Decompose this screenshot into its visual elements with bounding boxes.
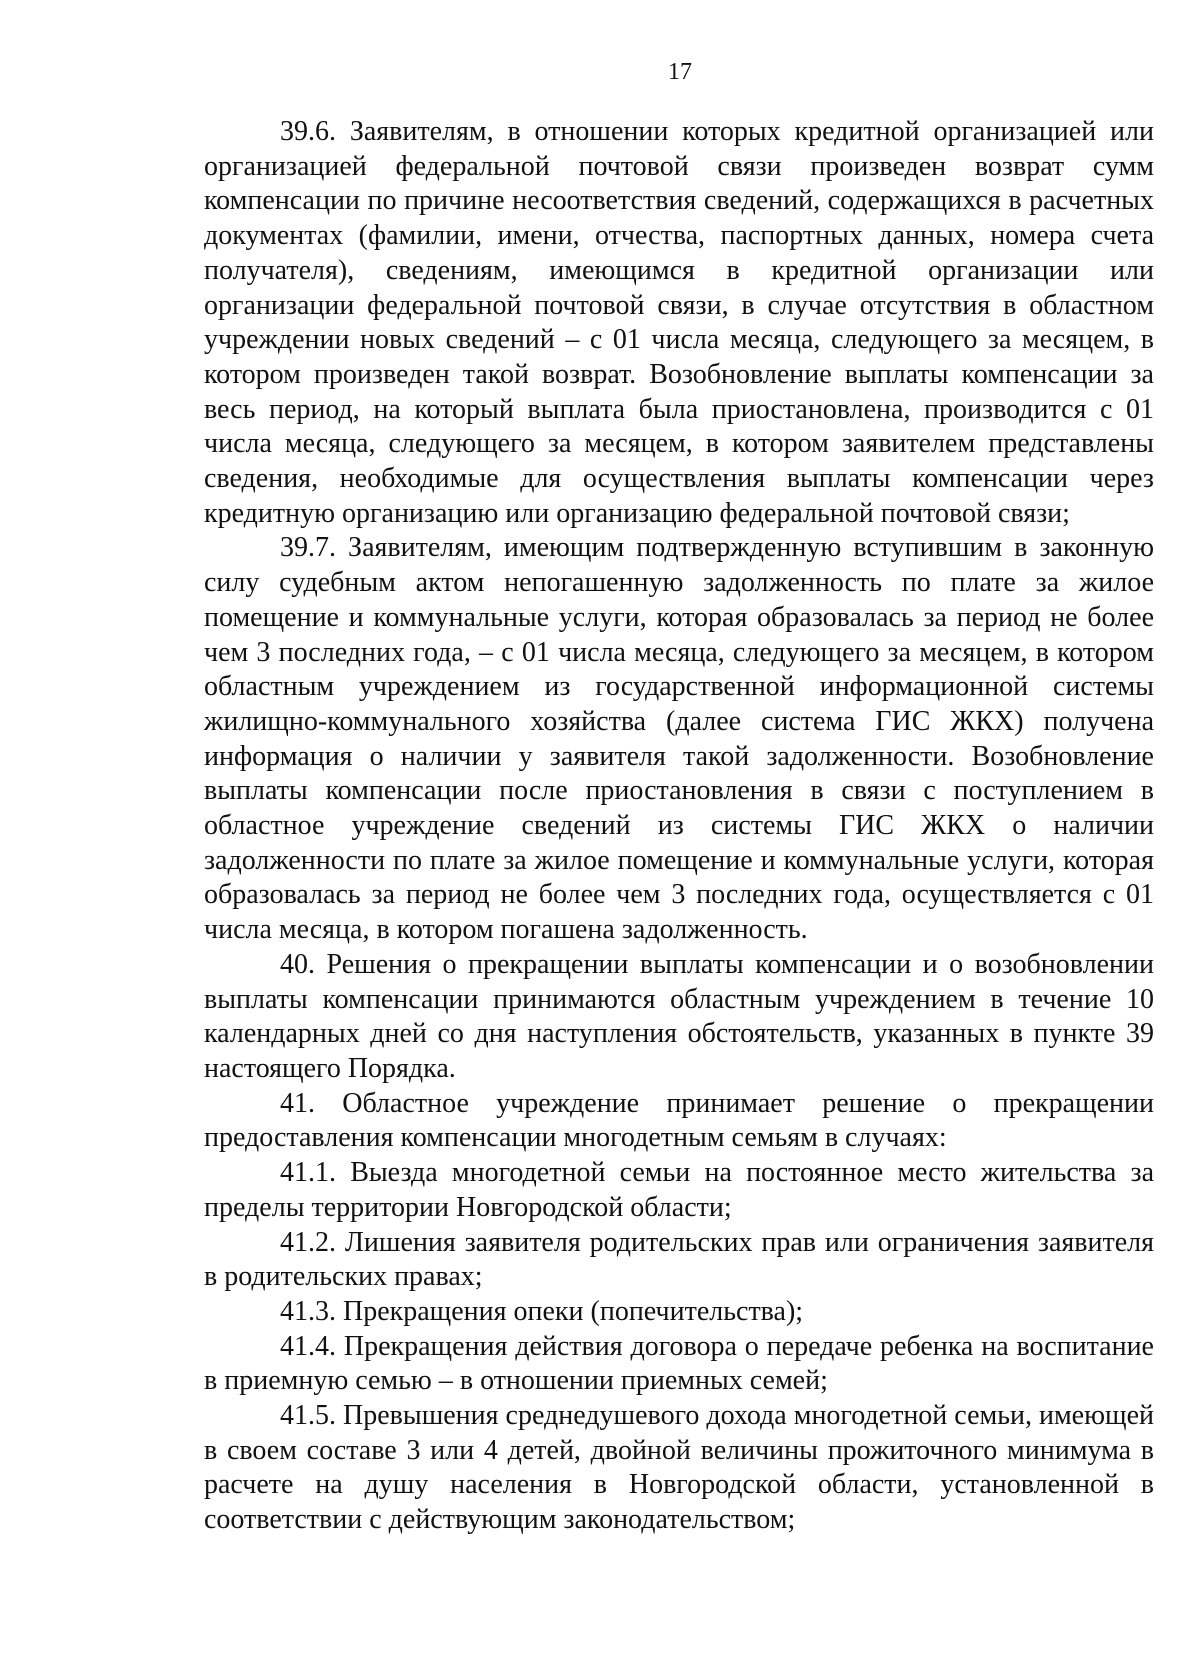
paragraph-39-6: 39.6. Заявителям, в отношении которых кредитной организацией или организацией федеральной почтовой связи произведен возврат сумм компенсации по причине несоответствия сведений, содержащихся в расчетных документах (фамилии, имени, отчества, паспортных данных, номера счета получателя), сведениям, имеющимся в кредитной организации или организации федеральной почтовой связи, в случае отсутствия в областном учреждении новых сведений – с 01 числа месяца, следующего за месяцем, в котором произведен такой возврат. Возобновление выплаты компенсации за весь период, на который выплата была приостановлена, производится с 01 числа месяца, следующего за месяцем, в котором заявителем представлены сведения, необходимые для осуществления выплаты компенсации через кредитную организацию или организацию федеральной почтовой связи; [204, 116, 1154, 529]
paragraph-41-5: 41.5. Превышения среднедушевого дохода многодетной семьи, имеющей в своем составе 3 или 4 детей, двойной величины прожиточного минимума в расчете на душу населения в Новгородской области, установленной в соответствии с действующим законодательством; [204, 1400, 1154, 1536]
paragraph-41-3: 41.3. Прекращения опеки (попечительства); [280, 1295, 804, 1327]
paragraph-41: 41. Областное учреждение принимает решение о прекращении предоставления компенсации многодетным семьям в случаях: [204, 1087, 1154, 1154]
paragraph-41-4: 41.4. Прекращения действия договора о передаче ребенка на воспитание в приемную семью – в отношении приемных семей; [204, 1330, 1154, 1397]
paragraph-40: 40. Решения о прекращении выплаты компенсации и о возобновлении выплаты компенсации принимаются областным учреждением в течение 10 календарных дней со дня наступления обстоятельств, указанных в пункте 39 настоящего Порядка. [204, 948, 1154, 1084]
document-body [204, 115, 1154, 1538]
paragraph-39-7: 39.7. Заявителям, имеющим подтвержденную вступившим в законную силу судебным актом непогашенную задолженность по плате за жилое помещение и коммунальные услуги, которая образовалась за период не более чем 3 последних года, – с 01 числа месяца, следующего за месяцем, в котором областным учреждением из государственной информационной системы жилищно-коммунального хозяйства (далее система ГИС ЖКХ) получена информация о наличии у заявителя такой задолженности. Возобновление выплаты компенсации после приостановления в связи с поступлением в областное учреждение сведений из системы ГИС ЖКХ о наличии задолженности по плате за жилое помещение и коммунальные услуги, которая образовалась за период не более чем 3 последних года, осуществляется с 01 числа месяца, в котором погашена задолженность. [204, 532, 1154, 946]
paragraph-41-1: 41.1. Выезда многодетной семьи на постоянное место жительства за пределы территории Новгородской области; [204, 1157, 1154, 1223]
page-number: 17 [668, 59, 692, 85]
paragraph-41-2: 41.2. Лишения заявителя родительских прав или ограничения заявителя в родительских правах; [204, 1226, 1154, 1293]
